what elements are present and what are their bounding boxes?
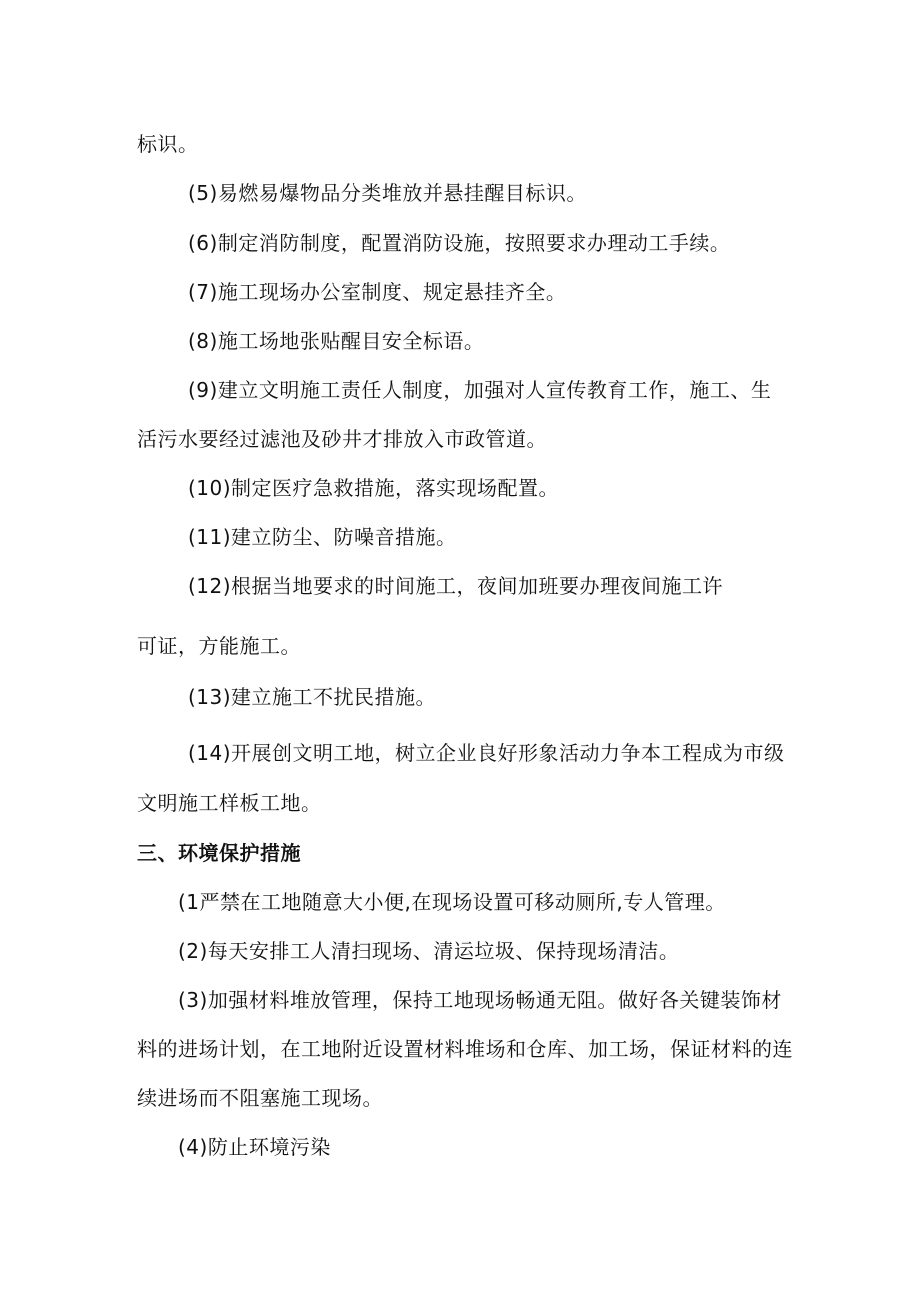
- list-item-11: (11)建立防尘、防噪音措施。: [188, 525, 457, 549]
- section-heading: 三、环境保护措施: [137, 841, 301, 865]
- list-item-12-continued: 可证，方能施工。: [137, 634, 301, 658]
- env-item-4: (4)防止环境污染: [178, 1135, 331, 1159]
- env-item-1: (1严禁在工地随意大小便,在现场设置可移动厕所,专人管理。: [178, 890, 726, 914]
- env-item-3-continued-2: 续进场而不阻塞施工现场。: [137, 1086, 383, 1110]
- list-item-14: (14)开展创文明工地，树立企业良好形象活动力争本工程成为市级: [188, 741, 785, 765]
- list-item-14-continued: 文明施工样板工地。: [137, 791, 322, 815]
- list-item-13: (13)建立施工不扰民措施。: [188, 685, 437, 709]
- list-item-8: (8)施工场地张贴醒目安全标语。: [188, 329, 485, 353]
- list-item-6: (6)制定消防制度，配置消防设施，按照要求办理动工手续。: [188, 231, 731, 255]
- env-item-3: (3)加强材料堆放管理，保持工地现场畅通无阻。做好各关键装饰材: [178, 988, 782, 1012]
- env-item-3-continued-1: 料的进场计划，在工地附近设置材料堆场和仓库、加工场，保证材料的连: [137, 1037, 793, 1061]
- text-line: 标识。: [137, 132, 199, 156]
- env-item-2: (2)每天安排工人清扫现场、清运垃圾、保持现场清洁。: [178, 939, 680, 963]
- list-item-7: (7)施工现场办公室制度、规定悬挂齐全。: [188, 280, 567, 304]
- list-item-9-continued: 活污水要经过滤池及砂井才排放入市政管道。: [137, 427, 547, 451]
- list-item-9: (9)建立文明施工责任人制度，加强对人宣传教育工作，施工、生: [188, 378, 772, 402]
- list-item-5: (5)易燃易爆物品分类堆放并悬挂醒目标识。: [188, 181, 587, 205]
- list-item-12: (12)根据当地要求的时间施工，夜间加班要办理夜间施工许: [188, 574, 724, 598]
- list-item-10: (10)制定医疗急救措施，落实现场配置。: [188, 476, 560, 500]
